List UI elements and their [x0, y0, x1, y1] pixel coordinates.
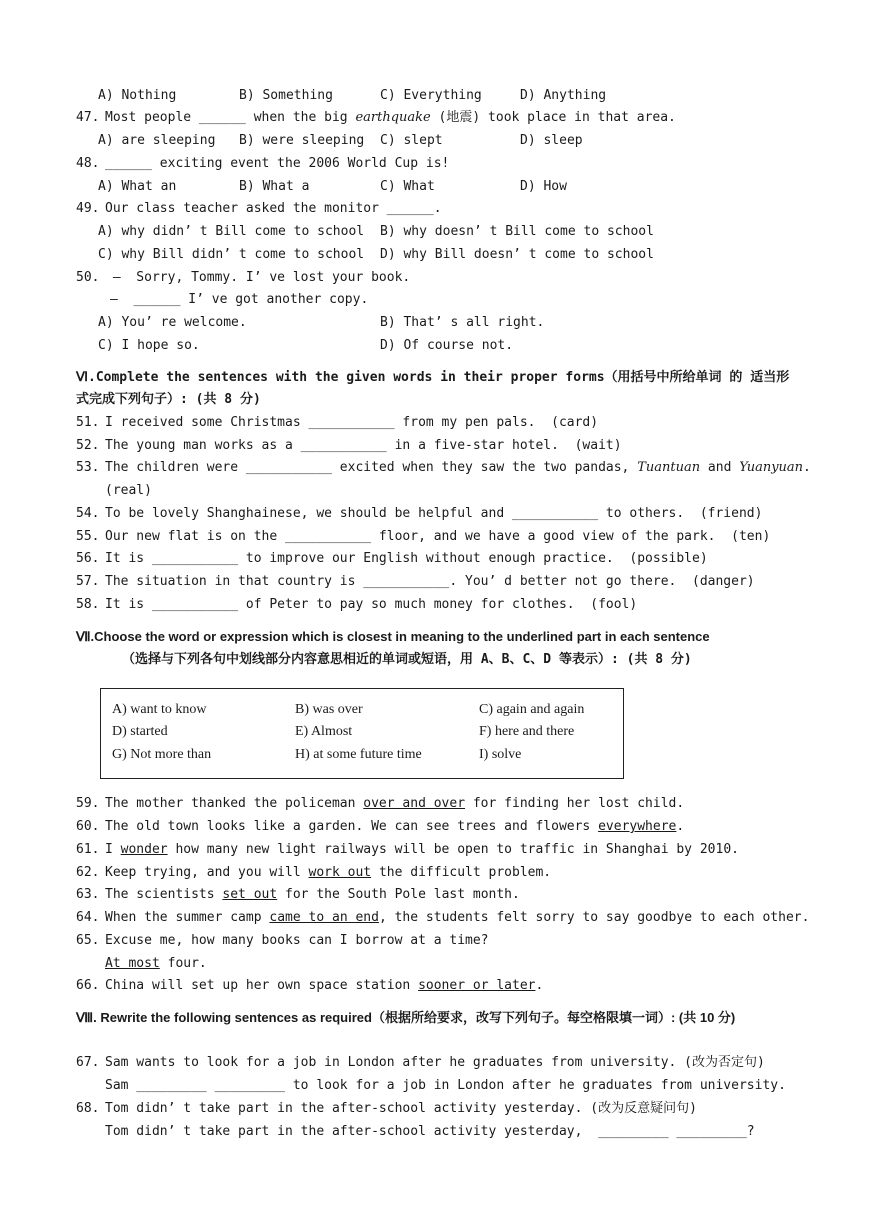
- q48-option-a: A) What an: [98, 179, 177, 194]
- question-65: 65. Excuse me, how many books can I borrow at a time?: [76, 933, 489, 948]
- question-60: 60. The old town looks like a garden. We can see trees and flowers everywhere.: [76, 819, 685, 834]
- word-bank-item: G) Not more than: [112, 747, 212, 762]
- q49-option-c: C) why Bill didn’ t come to school: [98, 247, 365, 262]
- q47-option-d: D) sleep: [520, 133, 583, 148]
- word-bank-item: H) at some future time: [295, 747, 422, 762]
- question-56: 56. It is ___________ to improve our English without enough practice. (possible): [76, 551, 708, 566]
- q48-option-c: C) What: [380, 179, 435, 194]
- question-number: 47.: [76, 110, 100, 125]
- question-55: 55. Our new flat is on the ___________ floor, and we have a good view of the park. (ten): [76, 529, 771, 544]
- question-54: 54. To be lovely Shanghainese, we should be helpful and ___________ to others. (friend): [76, 506, 763, 521]
- question-66: 66. China will set up her own space station sooner or later.: [76, 978, 544, 993]
- q48-option-d: D) How: [520, 179, 567, 194]
- word-bank-item: F) here and there: [479, 724, 575, 739]
- word-bank-item: E) Almost: [295, 724, 353, 739]
- question-68: 68. Tom didn’ t take part in the after-school activity yesterday. (改为反意疑问句): [76, 1101, 697, 1116]
- q47-option-b: B) were sleeping: [239, 133, 365, 148]
- question-47: 47. Most people ______ when the big earthquake (地震) took place in that area.: [76, 110, 676, 125]
- question-58: 58. It is ___________ of Peter to pay so much money for clothes. (fool): [76, 597, 638, 612]
- underlined-phrase: work out: [308, 865, 372, 880]
- question-52: 52. The young man works as a ___________ in a five-star hotel. (wait): [76, 438, 622, 453]
- section-8-heading: Ⅷ. Rewrite the following sentences as required（根据所给要求，改写下列句子。每空格限填一词）: (共 10 分): [76, 1010, 736, 1025]
- underlined-phrase: At most: [105, 956, 160, 971]
- question-57: 57. The situation in that country is ___________. You’ d better not go there. (danger): [76, 574, 755, 589]
- question-67-rewrite: Sam _________ _________ to look for a job in London after he graduates from university.: [105, 1078, 786, 1093]
- question-64: 64. When the summer camp came to an end, the students felt sorry to say goodbye to each other.: [76, 910, 810, 925]
- underlined-phrase: everywhere: [598, 819, 677, 834]
- q50-option-d: D) Of course not.: [380, 338, 514, 353]
- q50-option-c: C) I hope so.: [98, 338, 200, 353]
- underlined-phrase: came to an end: [269, 910, 379, 925]
- question-63: 63. The scientists set out for the South Pole last month.: [76, 887, 520, 902]
- word-bank-box: [100, 688, 624, 779]
- q46-option-b: B) Something: [239, 88, 333, 103]
- question-67: 67. Sam wants to look for a job in London after he graduates from university. (改为否定句): [76, 1055, 765, 1070]
- question-49: 49. Our class teacher asked the monitor ______.: [76, 201, 442, 216]
- question-53: 53. The children were ___________ excited when they saw the two pandas, Tuantuan and Yuanyuan.: [76, 460, 811, 475]
- word-bank-item: C) again and again: [479, 702, 585, 717]
- q49-option-a: A) why didn’ t Bill come to school: [98, 224, 365, 239]
- question-50: 50. – Sorry, Tommy. I’ ve lost your book.: [76, 270, 411, 285]
- q46-option-a: A) Nothing: [98, 88, 177, 103]
- q46-option-d: D) Anything: [520, 88, 607, 103]
- word-bank-item: B) was over: [295, 702, 363, 717]
- question-62: 62. Keep trying, and you will work out the difficult problem.: [76, 865, 552, 880]
- q47-option-a: A) are sleeping: [98, 133, 216, 148]
- question-50-reply: – ______ I’ ve got another copy.: [110, 292, 369, 307]
- q50-option-b: B) That’ s all right.: [380, 315, 545, 330]
- section-7-heading: Ⅶ.Choose the word or expression which is closest in meaning to the underlined part in each sentence: [76, 629, 710, 644]
- q50-option-a: A) You’ re welcome.: [98, 315, 247, 330]
- question-48: 48. ______ exciting event the 2006 World Cup is!: [76, 156, 450, 171]
- q49-option-b: B) why doesn’ t Bill come to school: [380, 224, 654, 239]
- question-68-rewrite: Tom didn’ t take part in the after-school activity yesterday, _________ _________?: [105, 1124, 755, 1139]
- q46-option-c: C) Everything: [380, 88, 482, 103]
- question-59: 59. The mother thanked the policeman over and over for finding her lost child.: [76, 796, 685, 811]
- q48-option-b: B) What a: [239, 179, 310, 194]
- underlined-phrase: wonder: [120, 842, 168, 857]
- q47-option-c: C) slept: [380, 133, 443, 148]
- q49-option-d: D) why Bill doesn’ t come to school: [380, 247, 654, 262]
- question-53-hint: (real): [105, 483, 152, 498]
- question-51: 51. I received some Christmas ___________ from my pen pals. (card): [76, 415, 599, 430]
- underlined-phrase: set out: [222, 887, 278, 902]
- question-61: 61. I wonder how many new light railways will be open to traffic in Shanghai by 2010.: [76, 842, 739, 857]
- word-bank-item: I) solve: [479, 747, 522, 762]
- underlined-phrase: over and over: [363, 796, 466, 811]
- word-bank-item: A) want to know: [112, 702, 207, 717]
- question-65-answer: At most four.: [105, 956, 207, 971]
- underlined-phrase: sooner or later: [418, 978, 536, 993]
- section-7-heading-cn: （选择与下列各句中划线部分内容意思相近的单词或短语，用 A、B、C、D 等表示）: (共 8 分): [122, 652, 692, 667]
- word-bank-item: D) started: [112, 724, 168, 739]
- section-6-heading: Ⅵ.Complete the sentences with the given words in their proper forms（用括号中所给单词 的 适当形式完成下列句子）: (共 8 分): [76, 370, 790, 407]
